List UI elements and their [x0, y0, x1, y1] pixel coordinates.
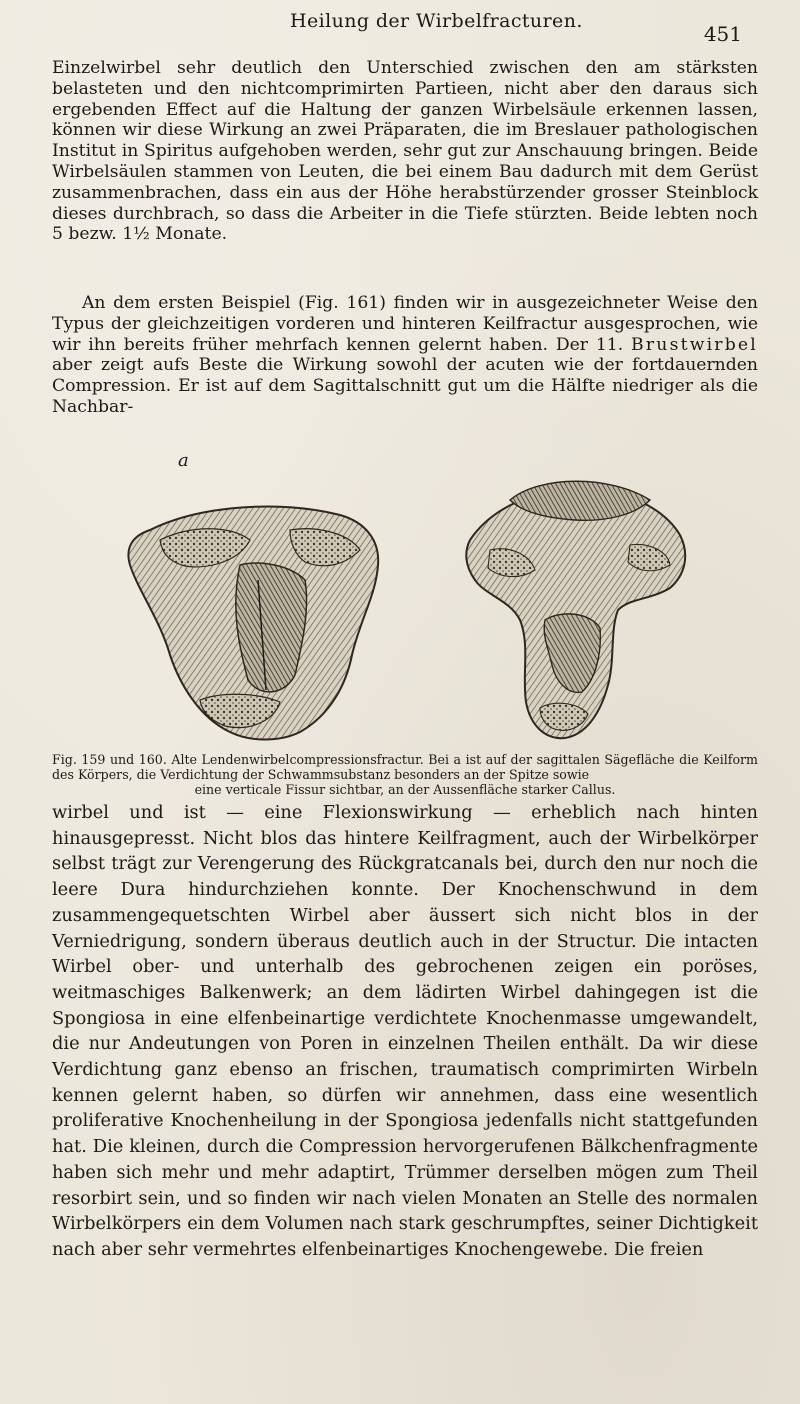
emphasis-brustwirbel: Brustwirbel [631, 334, 758, 355]
paragraph-example-text-2: aber zeigt aufs Beste die Wirkung sowohl der acuten wie der fortdauernden Compression. Er ist auf dem Sagittalschnitt gut um die Hälfte niedriger als die Nachbar- [52, 355, 758, 417]
figure-caption [52, 752, 758, 797]
paragraph-main: wirbel und ist — eine Flexionswirkung — erheblich nach hinten hinausgepresst. Nicht blos das hintere Keilfragment, auch der Wirbelkörper selbst trägt zur Verengerung des Rückgratcanals bei, durch den nur noch die leere Dura hindurchziehen konnte. Der Knochenschwund in dem zusammengequetschten Wirbel aber äussert sich nicht blos in der Verniedrigung, sondern überaus deutlich auch in der Structur. Die intacten Wirbel ober- und unterhalb des gebrochenen zeigen ein poröses, weitmaschiges Balkenwerk; an dem lädirten Wirbel dahingegen ist die Spongiosa in eine elfenbeinartige verdichtete Knochenmasse umgewandelt, die nur Andeutungen von Poren in einzelnen Theilen enthält. Da wir diese Verdichtung ganz ebenso an frischen, traumatisch comprimirten Wirbeln kennen gelernt haben, so dürfen wir annehmen, dass eine wesentlich proliferative Knochenheilung in der Spongiosa jedenfalls nicht stattgefunden hat. Die kleinen, durch die Compression hervorgerufenen Bälkchenfragmente haben sich mehr und mehr adaptirt, Trümmer derselben mögen zum Theil resorbirt sein, und so finden wir nach vielen Monaten an Stelle des normalen Wirbelkörpers ein dem Volumen nach stark geschrumpftes, seiner Dichtigkeit nach aber sehr vermehrtes elfenbeinartiges Knochengewebe. Die freien [52, 802, 758, 1260]
paragraph-top [52, 58, 758, 245]
running-title: Heilung der Wirbelfracturen. [290, 10, 583, 32]
paragraph-example-text-1: An dem ersten Beispiel (Fig. 161) finden wir in ausgezeichneter Weise den Typus der gleichzeitigen vorderen und hinteren Keilfractur ausgesprochen, wie wir ihn bereits früher mehrfach kennen gelernt haben. Der 11. [52, 293, 758, 355]
figure-caption-line-2: eine verticale Fissur sichtbar, an der Aussenfläche starker Callus. [194, 782, 616, 797]
vertebrae-illustration [90, 470, 710, 752]
specimen-left-section [128, 507, 378, 740]
figure-caption-line-1: Fig. 159 und 160. Alte Lendenwirbelcompressionsfractur. Bei a ist auf der sagittalen Sägefläche die Keilform des Körpers, die Verdichtung der Schwammsubstanz besonders an der Spitze sowie [52, 752, 758, 782]
paragraph-top-text: Einzelwirbel sehr deutlich den Unterschied zwischen den am stärksten belasteten und den nichtcomprimirten Partieen, nicht aber den daraus sich ergebenden Effect auf die Haltung der ganzen Wirbelsäule erkennen lassen, können wir diese Wirkung an zwei Präparaten, die im Breslauer pathologischen Institut in Spiritus aufgehoben werden, sehr gut zur Anschauung bringen. Beide Wirbelsäulen stammen von Leuten, die bei einem Bau dadurch mit dem Gerüst zusammenbrachen, dass ein aus der Höhe herabstürzender grosser Steinblock dieses durchbrach, so dass die Arbeiter in die Tiefe stürzten. Beide lebten noch 5 bezw. 1½ Monate. [52, 58, 758, 245]
page-number: 451 [703, 22, 742, 46]
paragraph-example [52, 293, 758, 418]
specimen-right-surface [466, 481, 685, 738]
figure-label-a: a [178, 450, 189, 471]
figure-vertebrae [90, 450, 710, 752]
